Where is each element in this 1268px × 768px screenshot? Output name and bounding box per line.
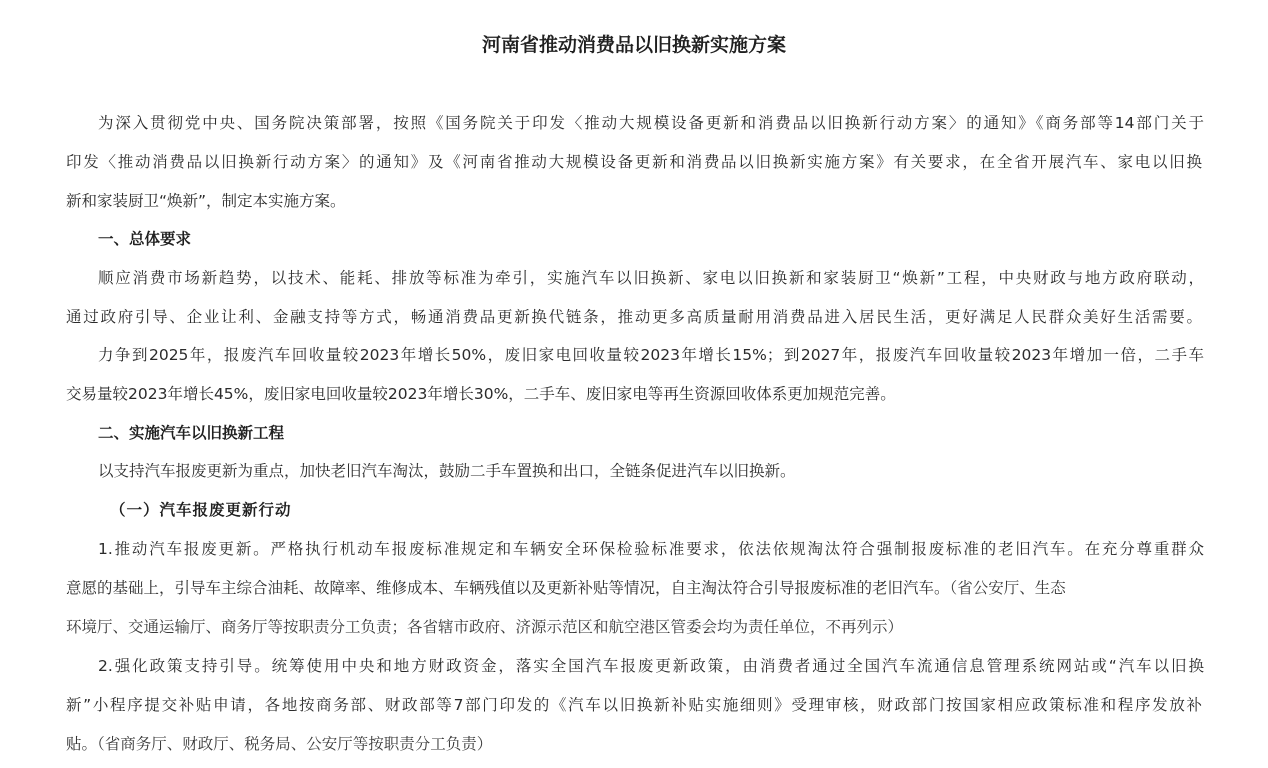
paragraph-auto-intro-line-1: 以支持汽车报废更新为重点，加快老旧汽车淘汰，鼓励二手车置换和出口，全链条促进汽车以旧换新。 [98, 462, 796, 480]
paragraph-item2-line-2: 新”小程序提交补贴申请，各地按商务部、财政部等7部门印发的《汽车以旧换新补贴实施细则》受理审核，财政部门按国家相应政策标准和程序发放补 [66, 696, 1202, 714]
paragraph-targets-line-2: 交易量较2023年增长45%，废旧家电回收量较2023年增长30%，二手车、废旧家电等再生资源回收体系更加规范完善。 [66, 385, 896, 403]
paragraph-general-line-1: 顺应消费市场新趋势，以技术、能耗、排放等标准为牵引，实施汽车以旧换新、家电以旧换新和家装厨卫“焕新”工程，中央财政与地方政府联动， [98, 269, 1204, 287]
section-heading-general-requirements: 一、总体要求 [98, 230, 192, 248]
paragraph-item2-line-3-responsibility: （省商务厅、财政厅、税务局、公安厅等按职责分工负责） [97, 735, 493, 753]
paragraph-item1-line-3-responsibility: 环境厅、交通运输厅、商务厅等按职责分工负责；各省辖市政府、济源示范区和航空港区管委会均为责任单位，不再列示） [66, 618, 904, 636]
document-title: 河南省推动消费品以旧换新实施方案 [481, 34, 786, 56]
paragraph-item2-line-3-text: 贴。 [66, 735, 98, 753]
section-heading-auto-trade-in: 二、实施汽车以旧换新工程 [98, 424, 285, 442]
paragraph-intro-line-2: 印发〈推动消费品以旧换新行动方案〉的通知》及《河南省推动大规模设备更新和消费品以旧换新实施方案》有关要求，在全省开展汽车、家电以旧换 [66, 153, 1202, 171]
paragraph-targets-line-1: 力争到2025年，报废汽车回收量较2023年增长50%，废旧家电回收量较2023年增长15%；到2027年，报废汽车回收量较2023年增加一倍，二手车 [98, 346, 1204, 364]
paragraph-intro-line-1: 为深入贯彻党中央、国务院决策部署，按照《国务院关于印发〈推动大规模设备更新和消费品以旧换新行动方案〉的通知》《商务部等14部门关于 [98, 114, 1204, 132]
paragraph-item2-line-3 [66, 731, 1206, 757]
paragraph-item1-line-2 [66, 575, 1206, 601]
paragraph-item1-line-1: 1.推动汽车报废更新。严格执行机动车报废标准规定和车辆安全环保检验标准要求，依法依规淘汰符合强制报废标准的老旧汽车。在充分尊重群众 [98, 540, 1204, 558]
paragraph-item1-line-2-responsibility: （省公安厅、生态 [949, 579, 1066, 597]
subsection-heading-scrap-renewal: （一）汽车报废更新行动 [110, 500, 292, 519]
paragraph-intro-line-3: 新和家装厨卫“焕新”，制定本实施方案。 [66, 192, 346, 210]
paragraph-item2-line-1: 2.强化政策支持引导。统筹使用中央和地方财政资金，落实全国汽车报废更新政策，由消费者通过全国汽车流通信息管理系统网站或“汽车以旧换 [98, 657, 1204, 675]
paragraph-item1-line-2-text: 意愿的基础上，引导车主综合油耗、故障率、维修成本、车辆残值以及更新补贴等情况，自主淘汰符合引导报废标准的老旧汽车。 [66, 579, 950, 597]
paragraph-general-line-2: 通过政府引导、企业让利、金融支持等方式，畅通消费品更新换代链条，推动更多高质量耐用消费品进入居民生活，更好满足人民群众美好生活需要。 [66, 308, 1202, 326]
